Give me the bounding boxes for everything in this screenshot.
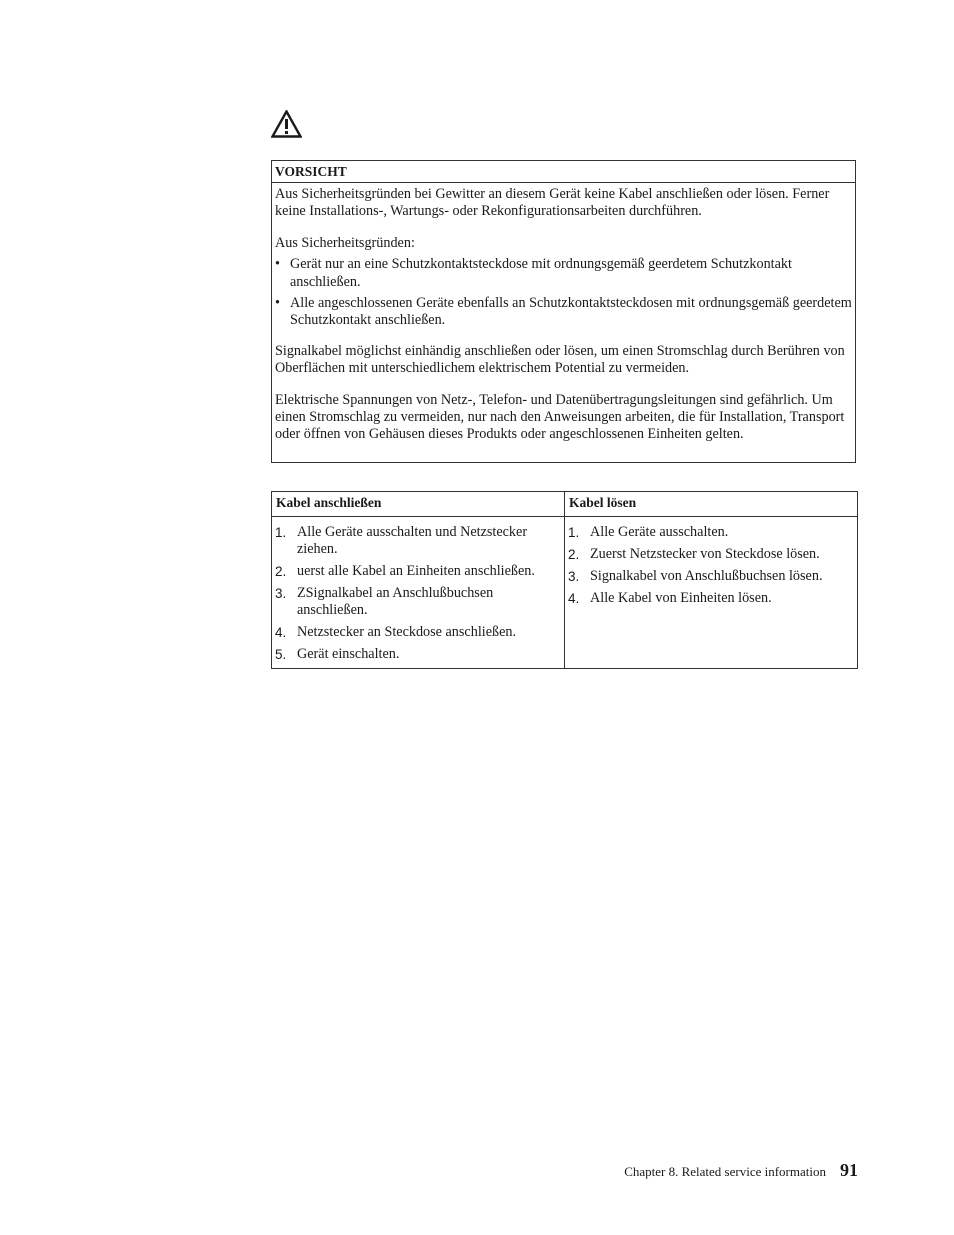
- bullet-text: Alle angeschlossenen Geräte ebenfalls an Schutzkontaktsteckdosen mit ordnungsgemäß geerdetem Schutzkontakt anschließen.: [290, 295, 852, 329]
- step-text: Netzstecker an Steckdose anschließen.: [297, 624, 517, 640]
- list-item: [275, 624, 562, 641]
- caution-paragraph: Signalkabel möglichst einhändig anschließen oder lösen, um einen Stromschlag durch Berühren von Oberflächen mit unterschiedlichem elektrischem Potential zu vermeiden.: [275, 342, 845, 377]
- step-text: uerst alle Kabel an Einheiten anschließen.: [297, 563, 535, 579]
- bullet-text: Gerät nur an eine Schutzkontaktsteckdose mit ordnungsgemäß geerdetem Schutzkontakt anschließen.: [290, 256, 792, 290]
- list-item: [275, 585, 562, 619]
- step-text: Alle Kabel von Einheiten lösen.: [590, 590, 772, 606]
- caution-paragraph: Aus Sicherheitsgründen bei Gewitter an diesem Gerät keine Kabel anschließen oder lösen. Ferner keine Installations-, Wartungs- oder Rekonfigurationsarbeiten durchführen.: [275, 186, 830, 220]
- caution-heading: VORSICHT: [272, 161, 855, 183]
- disconnect-steps-cell: [565, 517, 858, 669]
- cable-procedure-table: [271, 491, 858, 669]
- step-text: Gerät einschalten.: [297, 646, 400, 662]
- step-number: 1.: [568, 525, 580, 540]
- list-item: [568, 546, 855, 563]
- list-item: [568, 568, 855, 585]
- caution-body: [272, 183, 855, 444]
- step-number: 3.: [568, 569, 580, 584]
- bullet-item: [275, 256, 852, 291]
- page-footer: [624, 1160, 858, 1181]
- connect-steps-cell: [272, 517, 565, 669]
- caution-bullet-list: [275, 256, 852, 330]
- step-text: Alle Geräte ausschalten und Netzstecker ziehen.: [297, 524, 528, 557]
- step-text: Signalkabel von Anschlußbuchsen lösen.: [590, 568, 823, 584]
- bullet-marker: •: [275, 256, 280, 273]
- bullet-item: [275, 295, 852, 330]
- list-item: [568, 590, 855, 607]
- connect-column-header: Kabel anschließen: [272, 492, 565, 517]
- step-text: Alle Geräte ausschalten.: [590, 524, 729, 540]
- table-header-row: [272, 492, 858, 517]
- step-number: 4.: [275, 625, 287, 640]
- page-number: 91: [840, 1160, 858, 1180]
- footer-chapter-title: Chapter 8. Related service information: [624, 1164, 826, 1179]
- table-row: [272, 517, 858, 669]
- list-item: [275, 646, 562, 663]
- step-number: 2.: [568, 547, 580, 562]
- step-number: 1.: [275, 525, 287, 540]
- list-item: [275, 563, 562, 580]
- list-item: [275, 524, 562, 558]
- caution-lead: Aus Sicherheitsgründen:: [275, 234, 415, 251]
- step-number: 4.: [568, 591, 580, 606]
- connect-steps-list: [275, 524, 562, 663]
- caution-paragraph: Elektrische Spannungen von Netz-, Telefon- und Datenübertragungsleitungen sind gefährlich. Um einen Stromschlag zu vermeiden, nur nach den Anweisungen arbeiten, die für Installation, Transport oder öffnen von Gehäusen dieses Produkts oder angeschlossenen Einheiten gelten.: [275, 391, 845, 443]
- list-item: [568, 524, 855, 541]
- caution-box: [271, 160, 856, 463]
- step-text: ZSignalkabel an Anschlußbuchsen anschließen.: [297, 585, 494, 618]
- step-number: 2.: [275, 564, 287, 579]
- step-number: 5.: [275, 647, 287, 662]
- disconnect-column-header: Kabel lösen: [565, 492, 858, 517]
- step-text: Zuerst Netzstecker von Steckdose lösen.: [590, 546, 820, 562]
- step-number: 3.: [275, 586, 287, 601]
- disconnect-steps-list: [568, 524, 855, 607]
- bullet-marker: •: [275, 295, 280, 312]
- warning-triangle-icon: [271, 110, 302, 138]
